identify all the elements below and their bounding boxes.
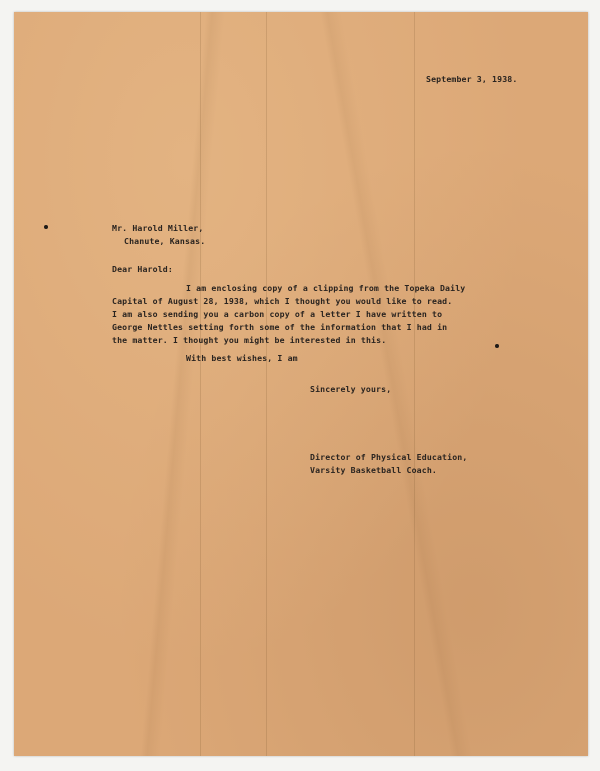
paper-speck [44,225,48,229]
paper-crease [200,12,201,756]
body-line: the matter. I thought you might be interested in this. [112,335,387,345]
body-line: I am enclosing copy of a clipping from the Topeka Daily [186,283,466,293]
body-line: George Nettles setting forth some of the information that I had in [112,322,448,332]
closing: Sincerely yours, [310,384,392,394]
letter-date: September 3, 1938. [426,74,518,84]
letter-page [14,12,588,756]
paper-crease [414,12,415,756]
recipient-name: Mr. Harold Miller, [112,223,204,233]
paper-speck [495,344,499,348]
body-line: Capital of August 28, 1938, which I thought you would like to read. [112,296,453,306]
best-wishes: With best wishes, I am [186,353,298,363]
signature-title: Director of Physical Education, [310,452,468,462]
body-line: I am also sending you a carbon copy of a letter I have written to [112,309,443,319]
signature-title: Varsity Basketball Coach. [310,465,437,475]
recipient-city: Chanute, Kansas. [124,236,206,246]
salutation: Dear Harold: [112,264,173,274]
paper-crease [266,12,267,756]
